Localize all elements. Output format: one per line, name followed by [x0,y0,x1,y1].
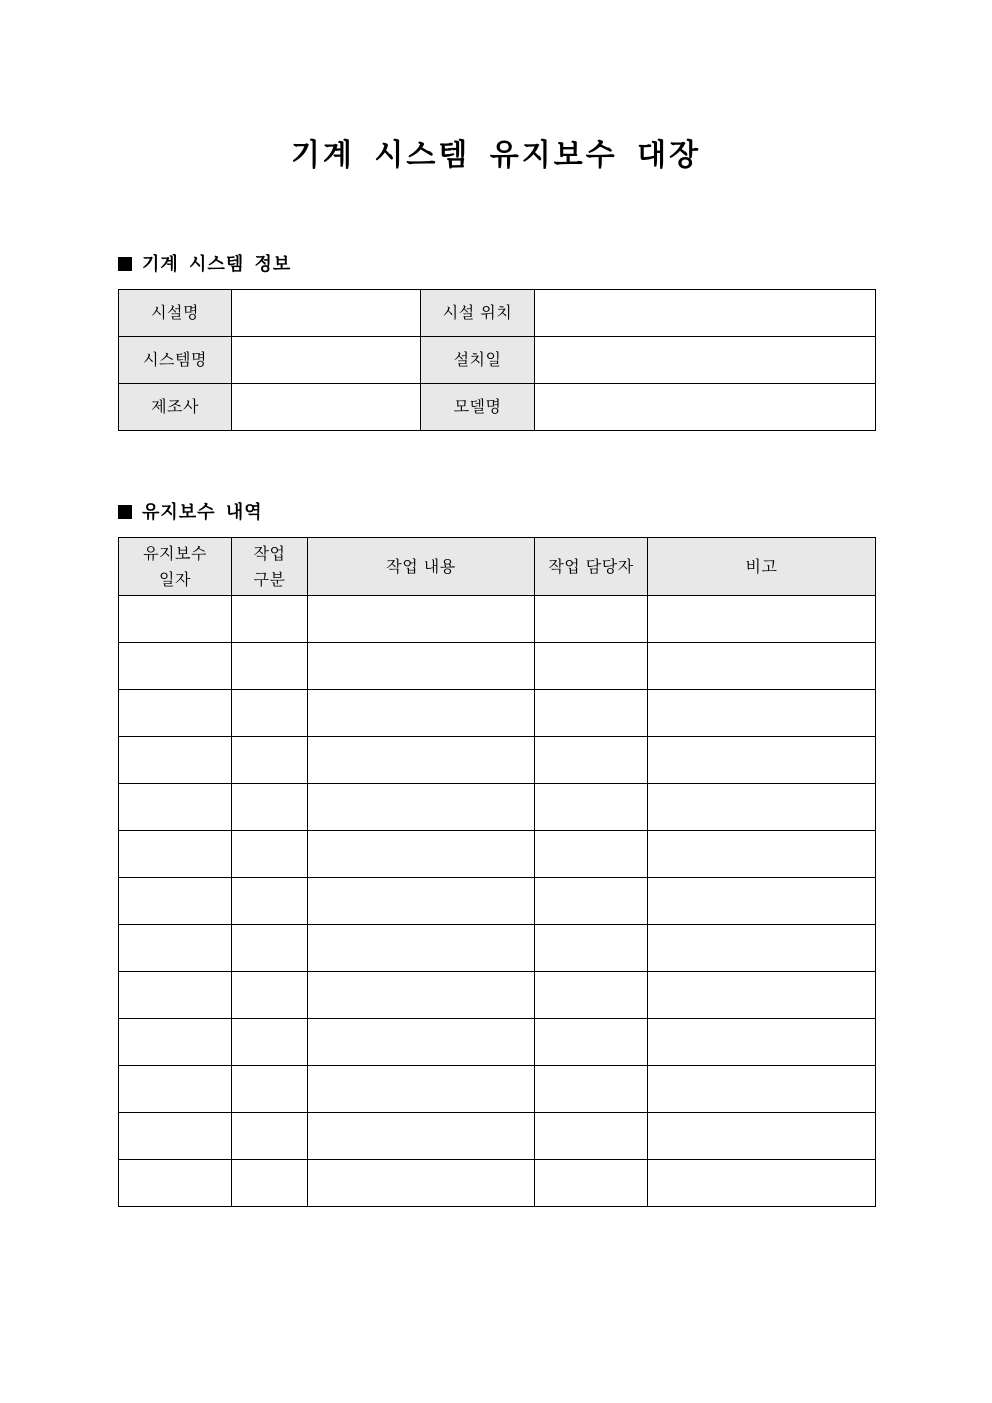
system-name-label: 시스템명 [119,337,232,384]
table-row [119,925,876,972]
page-title: 기계 시스템 유지보수 대장 [290,138,702,173]
table-row [119,1160,876,1207]
cell-type[interactable] [232,1160,308,1207]
cell-remarks[interactable] [648,784,876,831]
col-header-type-line2: 구분 [253,569,286,589]
cell-content[interactable] [308,690,535,737]
table-row [119,1113,876,1160]
cell-type[interactable] [232,878,308,925]
cell-date[interactable] [119,972,232,1019]
cell-type[interactable] [232,925,308,972]
table-row [119,1066,876,1113]
system-info-table [118,289,876,431]
col-header-manager: 작업 담당자 [535,538,648,596]
cell-manager[interactable] [535,925,648,972]
cell-content[interactable] [308,831,535,878]
system-info-row [119,290,876,337]
col-header-remarks: 비고 [648,538,876,596]
cell-manager[interactable] [535,784,648,831]
cell-content[interactable] [308,1113,535,1160]
cell-content[interactable] [308,1019,535,1066]
cell-remarks[interactable] [648,972,876,1019]
facility-name-field[interactable] [232,290,421,337]
cell-content[interactable] [308,596,535,643]
cell-type[interactable] [232,1019,308,1066]
cell-date[interactable] [119,737,232,784]
cell-remarks[interactable] [648,831,876,878]
cell-remarks[interactable] [648,878,876,925]
cell-type[interactable] [232,737,308,784]
cell-type[interactable] [232,784,308,831]
cell-date[interactable] [119,690,232,737]
system-name-field[interactable] [232,337,421,384]
install-date-label: 설치일 [421,337,535,384]
cell-type[interactable] [232,690,308,737]
table-row [119,643,876,690]
cell-remarks[interactable] [648,1160,876,1207]
cell-type[interactable] [232,596,308,643]
table-row [119,784,876,831]
cell-content[interactable] [308,643,535,690]
install-date-field[interactable] [535,337,876,384]
cell-manager[interactable] [535,878,648,925]
cell-date[interactable] [119,1160,232,1207]
cell-manager[interactable] [535,831,648,878]
cell-date[interactable] [119,784,232,831]
cell-date[interactable] [119,878,232,925]
square-bullet-icon [118,257,132,271]
col-header-content: 작업 내용 [308,538,535,596]
cell-date[interactable] [119,1066,232,1113]
cell-content[interactable] [308,737,535,784]
system-info-row [119,337,876,384]
facility-location-field[interactable] [535,290,876,337]
col-header-date-line2: 일자 [159,569,191,589]
cell-manager[interactable] [535,737,648,784]
model-name-field[interactable] [535,384,876,431]
cell-remarks[interactable] [648,1066,876,1113]
cell-type[interactable] [232,1066,308,1113]
cell-content[interactable] [308,784,535,831]
cell-manager[interactable] [535,1066,648,1113]
cell-type[interactable] [232,643,308,690]
manufacturer-field[interactable] [232,384,421,431]
system-info-heading-text: 기계 시스템 정보 [142,254,292,275]
table-row [119,1019,876,1066]
cell-type[interactable] [232,831,308,878]
cell-manager[interactable] [535,1113,648,1160]
maintenance-history-heading-text: 유지보수 내역 [142,502,263,523]
cell-date[interactable] [119,596,232,643]
manufacturer-label: 제조사 [119,384,232,431]
table-row [119,972,876,1019]
cell-content[interactable] [308,925,535,972]
cell-manager[interactable] [535,643,648,690]
cell-remarks[interactable] [648,643,876,690]
cell-remarks[interactable] [648,737,876,784]
col-header-date [119,538,232,596]
table-row [119,831,876,878]
cell-remarks[interactable] [648,1113,876,1160]
cell-date[interactable] [119,1113,232,1160]
cell-remarks[interactable] [648,596,876,643]
cell-date[interactable] [119,1019,232,1066]
cell-remarks[interactable] [648,925,876,972]
cell-content[interactable] [308,972,535,1019]
cell-remarks[interactable] [648,690,876,737]
cell-type[interactable] [232,1113,308,1160]
cell-content[interactable] [308,1160,535,1207]
cell-manager[interactable] [535,972,648,1019]
table-row [119,690,876,737]
cell-manager[interactable] [535,690,648,737]
cell-date[interactable] [119,643,232,690]
cell-manager[interactable] [535,1019,648,1066]
cell-manager[interactable] [535,596,648,643]
maintenance-history-table [118,537,876,1207]
system-info-heading [118,253,291,277]
facility-name-label: 시설명 [119,290,232,337]
history-header-row [119,538,876,596]
cell-content[interactable] [308,878,535,925]
model-name-label: 모델명 [421,384,535,431]
col-header-type [232,538,308,596]
cell-type[interactable] [232,972,308,1019]
cell-date[interactable] [119,831,232,878]
cell-remarks[interactable] [648,1019,876,1066]
facility-location-label: 시설 위치 [421,290,535,337]
table-row [119,878,876,925]
system-info-row [119,384,876,431]
square-bullet-icon [118,505,132,519]
cell-content[interactable] [308,1066,535,1113]
col-header-date-line1: 유지보수 [143,543,207,563]
table-row [119,737,876,784]
cell-date[interactable] [119,925,232,972]
maintenance-history-heading [118,501,263,525]
col-header-type-line1: 작업 [253,543,286,563]
cell-manager[interactable] [535,1160,648,1207]
table-row [119,596,876,643]
